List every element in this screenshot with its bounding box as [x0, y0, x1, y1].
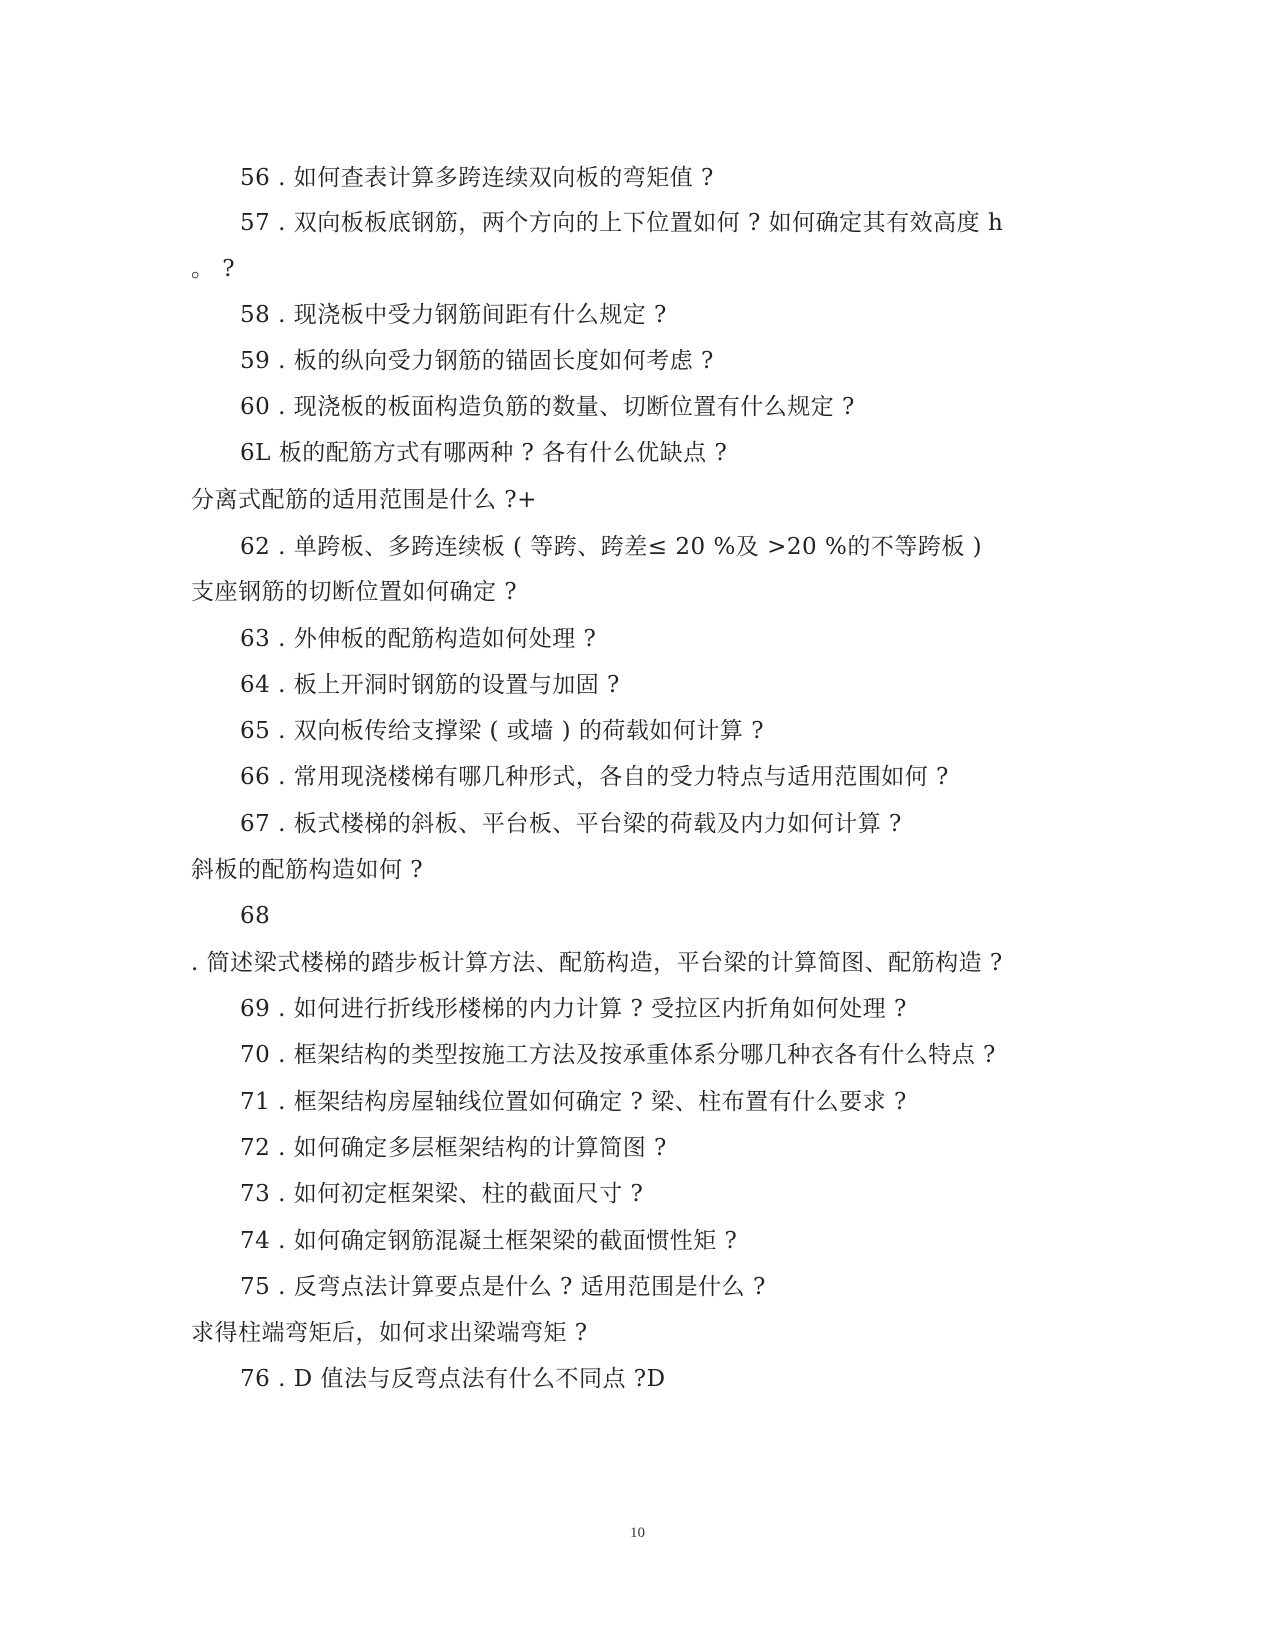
- question-76: 76 . D 值法与反弯点法有什么不同点 ?D: [240, 1366, 666, 1392]
- page-number: 10: [630, 1525, 645, 1541]
- question-57: 57 . 双向板板底钢筋，两个方向的上下位置如何 ? 如何确定其有效高度 h: [240, 210, 1004, 236]
- question-64: 64 . 板上开洞时钢筋的设置与加固 ?: [240, 672, 620, 698]
- question-60: 60 . 现浇板的板面构造负筋的数量、切断位置有什么规定 ?: [240, 394, 855, 420]
- question-66: 66 . 常用现浇楼梯有哪几种形式，各自的受力特点与适用范围如何 ?: [240, 764, 949, 790]
- question-57-continued: 。 ?: [191, 256, 236, 282]
- question-68: . 简述梁式楼梯的踏步板计算方法、配筋构造，平台梁的计算简图、配筋构造 ?: [191, 950, 1003, 976]
- question-73: 73 . 如何初定框架梁、柱的截面尺寸 ?: [240, 1181, 644, 1207]
- question-70: 70 . 框架结构的类型按施工方法及按承重体系分哪几种衣各有什么特点 ?: [240, 1042, 996, 1068]
- question-68-number: 68: [240, 903, 271, 929]
- question-69: 69 . 如何进行折线形楼梯的内力计算 ? 受拉区内折角如何处理 ?: [240, 996, 907, 1022]
- question-62: 62 . 单跨板、多跨连续板 ( 等跨、跨差≤ 20 %及 >20 %的不等跨板 ): [240, 534, 983, 560]
- question-62-continued: 支座钢筋的切断位置如何确定 ?: [191, 579, 518, 605]
- question-67-continued: 斜板的配筋构造如何 ?: [191, 857, 424, 883]
- question-61-continued: 分离式配筋的适用范围是什么 ?+: [191, 487, 537, 513]
- question-63: 63 . 外伸板的配筋构造如何处理 ?: [240, 626, 597, 652]
- question-67: 67 . 板式楼梯的斜板、平台板、平台梁的荷载及内力如何计算 ?: [240, 811, 902, 837]
- question-61: 6L 板的配筋方式有哪两种 ? 各有什么优缺点 ?: [240, 440, 728, 466]
- question-75: 75 . 反弯点法计算要点是什么 ? 适用范围是什么 ?: [240, 1274, 766, 1300]
- question-75-continued: 求得柱端弯矩后，如何求出梁端弯矩 ?: [191, 1320, 588, 1346]
- question-56: 56 . 如何查表计算多跨连续双向板的弯矩值 ?: [240, 165, 714, 191]
- question-58: 58 . 现浇板中受力钢筋间距有什么规定 ?: [240, 302, 667, 328]
- question-65: 65 . 双向板传给支撑梁 ( 或墙 ) 的荷载如何计算 ?: [240, 718, 765, 744]
- question-71: 71 . 框架结构房屋轴线位置如何确定 ? 梁、柱布置有什么要求 ?: [240, 1089, 907, 1115]
- question-74: 74 . 如何确定钢筋混凝土框架梁的截面惯性矩 ?: [240, 1228, 738, 1254]
- question-72: 72 . 如何确定多层框架结构的计算简图 ?: [240, 1135, 667, 1161]
- question-59: 59 . 板的纵向受力钢筋的锚固长度如何考虑 ?: [240, 348, 714, 374]
